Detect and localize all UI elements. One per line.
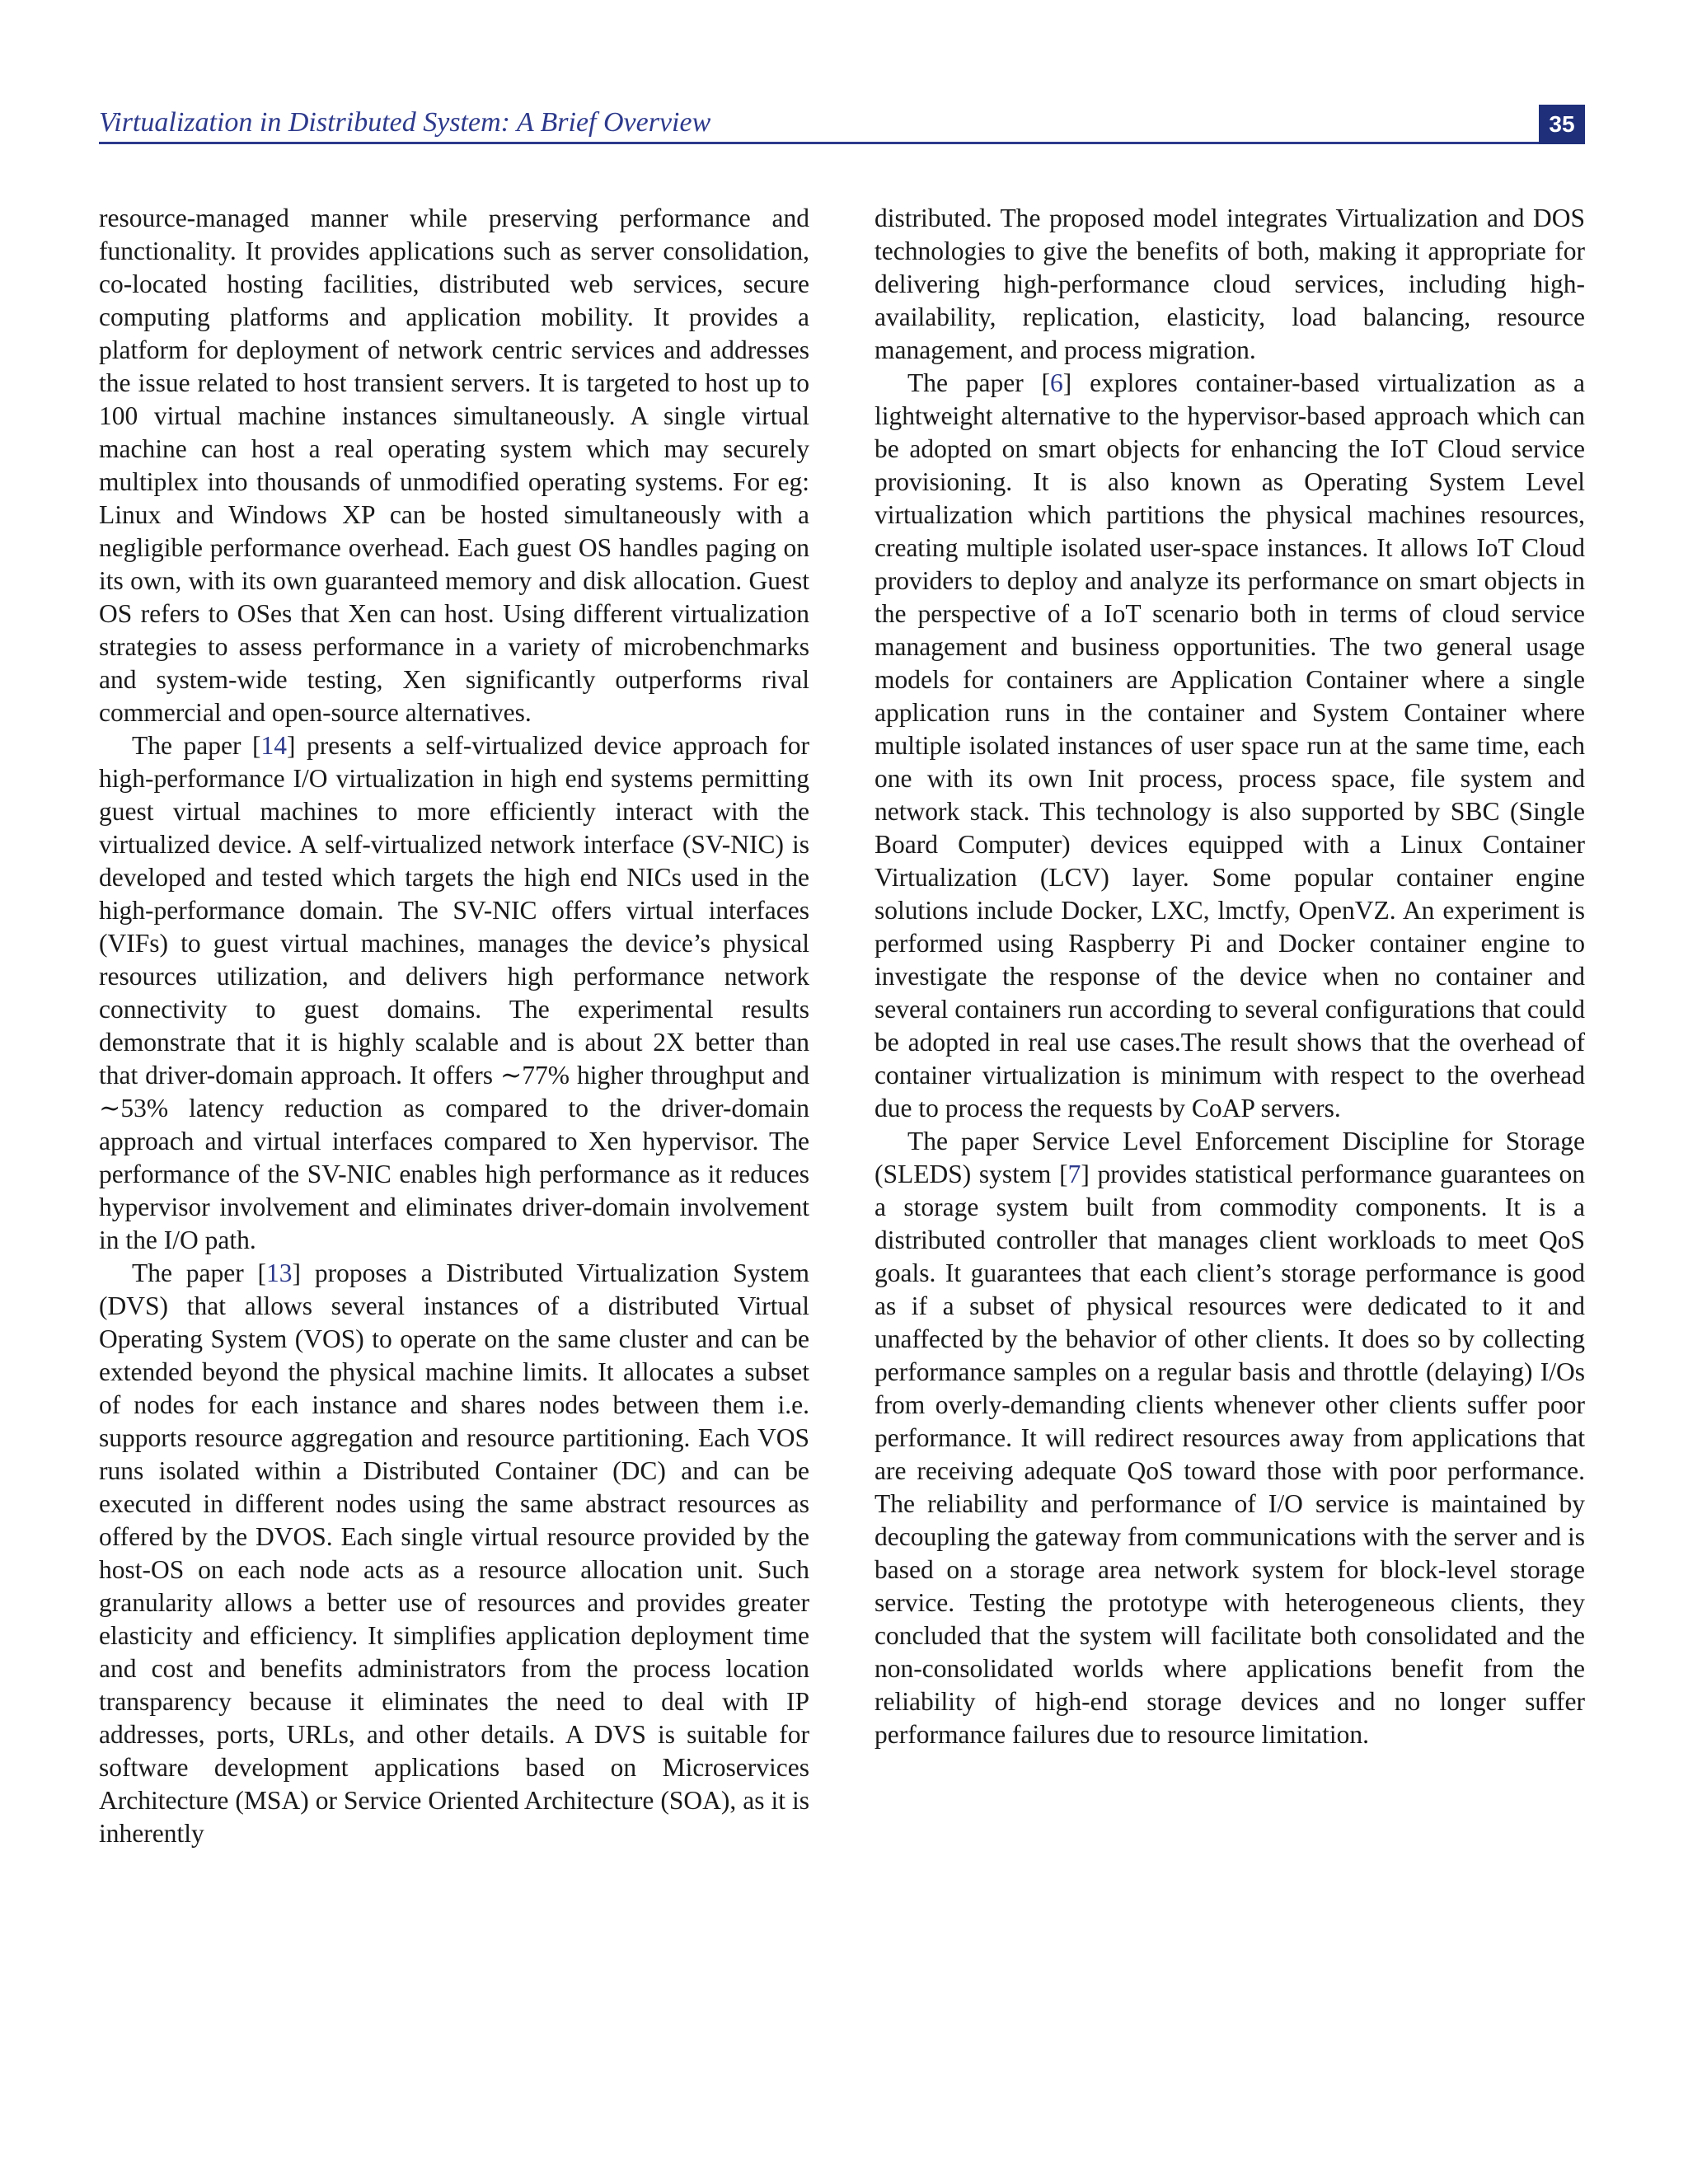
paragraph-text: ] provides statistical performance guarantees on a storage system built from commodity components. It is a distributed controller that manages client workloads to meet QoS goals. It guarantees that each client’s storage performance is good as if a subset of physical resources were dedicated to it and unaffected by the behavior of other clients. It does so by collecting performance samples on a regular basis and throttle (delaying) I/Os from overly-demanding clients whenever other clients suffer poor performance. It will redirect resources away from applications that are receiving adequate QoS toward those with poor performance. The reliability and performance of I/O service is maintained by decoupling the gateway from communications with the server and is based on a storage area network system for block-level storage service. Testing the prototype with heterogeneous clients, they concluded that the system will facilitate both consolidated and the non-consolidated worlds where applications benefit from the reliability of high-end storage devices and no longer suffer performance failures due to resource limitation. [874, 1160, 1585, 1749]
paragraph: distributed. The proposed model integrates Virtualization and DOS technologies to give the benefits of both, making it appropriate for delivering high-performance cloud services, including high-availability, replication, elasticity, load balancing, resource management, and process migration. [874, 204, 1585, 364]
running-header [99, 102, 1585, 144]
citation-link[interactable]: 14 [260, 731, 288, 760]
paragraph [99, 1257, 809, 1850]
paragraph-text: The paper [ [907, 368, 1051, 397]
running-title: Virtualization in Distributed System: A Brief Overview [99, 107, 711, 138]
paragraph [874, 1125, 1585, 1751]
page-number-badge: 35 [1539, 105, 1585, 144]
citation-link[interactable]: 6 [1050, 368, 1063, 397]
citation-link[interactable]: 7 [1067, 1160, 1081, 1188]
left-column [99, 202, 809, 1850]
paragraph-text: The paper Service Level Enforcement Discipline for Storage (SLEDS) system [ [874, 1127, 1585, 1188]
paragraph-text: ] presents a self-virtualized device approach for high-performance I/O virtualization in high end systems permitting guest virtual machines to more efficiently interact with the virtualized device. A self-virtualized network interface (SV-NIC) is developed and tested which targets the high end NICs used in the high-performance domain. The SV-NIC offers virtual interfaces (VIFs) to guest virtual machines, manages the device’s physical resources utilization, and delivers high performance network connectivity to guest domains. The experimental results demonstrate that it is highly scalable and is about 2X better than that driver-domain approach. It offers ∼77% higher throughput and ∼53% latency reduction as compared to the driver-domain approach and virtual interfaces compared to Xen hypervisor. The performance of the SV-NIC enables high performance as it reduces hypervisor involvement and eliminates driver-domain involvement in the I/O path. [99, 731, 809, 1254]
paragraph [99, 729, 809, 1257]
right-column [874, 202, 1585, 1751]
paragraph-text: The paper [ [132, 731, 261, 760]
citation-link[interactable]: 13 [266, 1258, 293, 1287]
paragraph-text: ] proposes a Distributed Virtualization System (DVS) that allows several instances of a distributed Virtual Operating System (VOS) to operate on the same cluster and can be extended beyond the physical machine limits. It allocates a subset of nodes for each instance and shares nodes between them i.e. supports resource aggregation and resource partitioning. Each VOS runs isolated within a Distributed Container (DC) and can be executed in different nodes using the same abstract resources as offered by the DVOS. Each single virtual resource provided by the host-OS on each node acts as a resource allocation unit. Such granularity allows a better use of resources and provides greater elasticity and efficiency. It simplifies application deployment time and cost and benefits administrators from the process location transparency because it eliminates the need to deal with IP addresses, ports, URLs, and other details. A DVS is suitable for software development applications based on Microservices Architecture (MSA) or Service Oriented Architecture (SOA), as it is inherently [99, 1258, 809, 1848]
paragraph [874, 367, 1585, 1125]
paragraph: resource-managed manner while preserving performance and functionality. It provides applications such as server consolidation, co-located hosting facilities, distributed web services, secure computing platforms and application mobility. It provides a platform for deployment of network centric services and addresses the issue related to host transient servers. It is targeted to host up to 100 virtual machine instances simultaneously. A single virtual machine can host a real operating system which may securely multiplex into thousands of unmodified operating systems. For eg: Linux and Windows XP can be hosted simultaneously with a negligible performance overhead. Each guest OS handles paging on its own, with its own guaranteed memory and disk allocation. Guest OS refers to OSes that Xen can host. Using different virtualization strategies to assess performance in a variety of microbenchmarks and system-wide testing, Xen significantly outperforms rival commercial and open-source alternatives. [99, 204, 809, 727]
paragraph-text: The paper [ [132, 1258, 267, 1287]
paragraph-text: ] explores container-based virtualization as a lightweight alternative to the hypervisor-based approach which can be adopted on smart objects for enhancing the IoT Cloud service provisioning. It is also known as Operating System Level virtualization which partitions the physical machines resources, creating multiple isolated user-space instances. It allows IoT Cloud providers to deploy and analyze its performance on smart objects in the perspective of a IoT scenario both in terms of cloud service management and business opportunities. The two general usage models for containers are Application Container where a single application runs in the container and System Container where multiple isolated instances of user space run at the same time, each one with its own Init process, process space, file system and network stack. This technology is also supported by SBC (Single Board Computer) devices equipped with a Linux Container Virtualization (LCV) layer. Some popular container engine solutions include Docker, LXC, lmctfy, OpenVZ. An experiment is performed using Raspberry Pi and Docker container engine to investigate the response of the device when no container and several containers run according to several configurations that could be adopted in real use cases.The result shows that the overhead of container virtualization is minimum with respect to the overhead due to process the requests by CoAP servers. [874, 368, 1585, 1122]
